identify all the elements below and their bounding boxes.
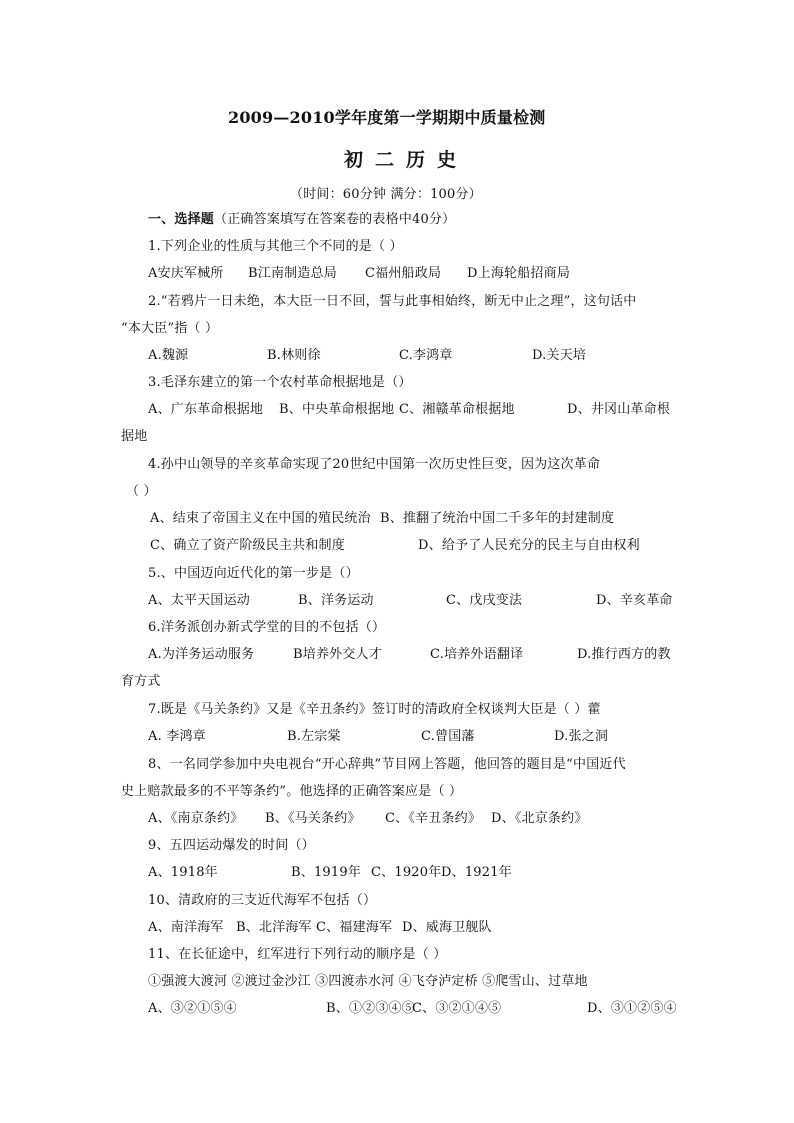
question-stem-cont: 史上赔款最多的不平等条约”。他选择的正确答案应是（ ） — [121, 784, 463, 799]
question-stem: 8、一名同学参加中央电视台“开心辞典”节目网上答题，他回答的题目是“中国近代 — [148, 757, 626, 772]
option: D、给予了人民充分的民主与自由权利 — [418, 538, 640, 553]
option: C、1920年 — [371, 865, 442, 880]
option: B江南制造总局 — [248, 266, 337, 281]
option: C、湘赣革命根据地 — [399, 402, 515, 417]
option: B、推翻了统治中国二千多年的封建制度 — [380, 511, 615, 526]
question-stem-cont: “本大臣”指（ ） — [121, 321, 219, 336]
question-stem: 4.孙中山领导的辛亥革命实现了20世纪中国第一次历史性巨变，因为这次革命 — [148, 457, 601, 472]
option: A、1918年 — [148, 865, 218, 880]
option: A、南洋海军 — [148, 920, 224, 935]
question-stem: 1.下列企业的性质与其他三个不同的是（ ） — [148, 239, 403, 254]
question-stem: 5.、中国迈向近代化的第一步是（） — [148, 566, 359, 581]
question-stem: 6.洋务派创办新式学堂的目的不包括（） — [148, 620, 386, 635]
option: C.曾国藩 — [421, 729, 475, 744]
option: B、《马关条约》 — [265, 811, 361, 826]
question-stem: 11、在长征途中，红军进行下列行动的顺序是（ ） — [148, 947, 447, 962]
option: A.魏源 — [148, 348, 189, 363]
question-stem: 9、五四运动爆发的时间（） — [148, 838, 315, 853]
exam-title: 2009—2010学年度第一学期期中质量检测 — [228, 108, 546, 127]
option: D.张之洞 — [554, 729, 609, 744]
option: C福州船政局 — [365, 266, 442, 281]
option: A、广东革命根据地 — [148, 402, 264, 417]
option: D、《北京条约》 — [491, 811, 588, 826]
option: C、福建海军 — [316, 920, 393, 935]
option: D.关天培 — [532, 348, 587, 363]
question-stem: 3.毛泽东建立的第一个农村革命根据地是（） — [148, 375, 412, 390]
question-stem: 10、清政府的三支近代海军不包括（） — [148, 893, 377, 908]
option: D.推行西方的教 — [577, 647, 671, 662]
option: D、③①②⑤④ — [587, 1001, 677, 1016]
exam-meta: （时间：60分钟 满分：100分） — [290, 187, 482, 202]
option: B、1919年 — [291, 865, 362, 880]
option-cont: 据地 — [121, 429, 148, 444]
option: B.林则徐 — [267, 348, 321, 363]
option: A、③②①⑤④ — [148, 1001, 237, 1016]
option: C.培养外语翻译 — [430, 647, 524, 662]
option: A、《南京条约》 — [148, 811, 244, 826]
option: B、①②③④⑤ — [326, 1001, 415, 1016]
option: A、结束了帝国主义在中国的殖民统治 — [150, 511, 371, 526]
option: C、《辛丑条约》 — [385, 811, 482, 826]
option: B.左宗棠 — [287, 729, 341, 744]
option: B、中央革命根据地 — [279, 402, 395, 417]
subject-title: 初二历史 — [344, 149, 469, 171]
section-note: （正确答案填写在答案卷的表格中40分） — [214, 212, 456, 227]
option-cont: 育方式 — [121, 674, 161, 689]
option: A、太平天国运动 — [148, 593, 250, 608]
question-stem: 7.既是《马关条约》又是《辛丑条约》签订时的清政府全权谈判大臣是（ ）藿 — [148, 702, 601, 717]
option: D、1921年 — [441, 865, 512, 880]
option: C、③②①④⑤ — [412, 1001, 502, 1016]
question-stem: 2.“若鸦片一日未绝，本大臣一日不回，誓与此事相始终，断无中止之理”，这句话中 — [148, 294, 637, 309]
option: C.李鸿章 — [399, 348, 453, 363]
option: A. 李鸿章 — [148, 729, 206, 744]
option: D、威海卫舰队 — [402, 920, 492, 935]
section-label: 一、选择题 — [148, 212, 215, 227]
question-stem-cont: （ ） — [126, 484, 157, 499]
option: C、确立了资产阶级民主共和制度 — [150, 538, 345, 553]
option: A.为洋务运动服务 — [148, 647, 255, 662]
option: A安庆军械所 — [148, 266, 224, 281]
option: D、井冈山革命根 — [567, 402, 671, 417]
option: B、北洋海军 — [236, 920, 312, 935]
section-heading — [148, 212, 455, 228]
option: D、辛亥革命 — [596, 593, 673, 608]
option: D上海轮船招商局 — [467, 266, 571, 281]
sequence-items: ①强渡大渡河 ②渡过金沙江 ③四渡赤水河 ④飞夺泸定桥 ⑤爬雪山、过草地 — [148, 974, 588, 989]
option: C、戊戌变法 — [446, 593, 523, 608]
option: B培养外交人才 — [293, 647, 382, 662]
option: B、洋务运动 — [298, 593, 374, 608]
